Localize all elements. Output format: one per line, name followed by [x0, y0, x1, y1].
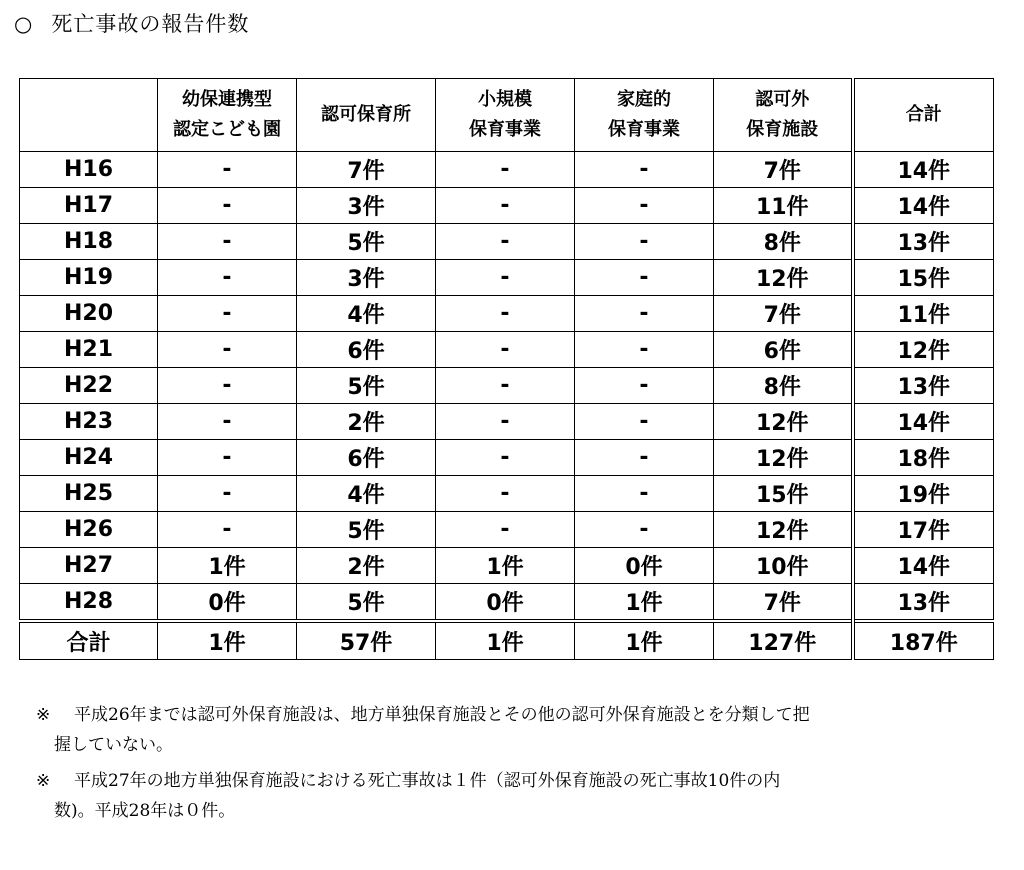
count-cell: -: [436, 152, 575, 188]
column-header-line: 認可保育所: [321, 104, 411, 125]
year-cell: H24: [20, 440, 158, 476]
count-cell: 15件: [853, 260, 994, 296]
year-cell: H25: [20, 476, 158, 512]
count-cell: -: [158, 260, 297, 296]
column-header-line: 幼保連携型: [182, 89, 272, 110]
count-cell: -: [575, 440, 714, 476]
note-text: 平成27年の地方単独保育施設における死亡事故は１件（認可外保育施設の死亡事故10件の内: [74, 771, 781, 791]
count-cell: 12件: [853, 332, 994, 368]
column-header-line: 合計: [905, 104, 942, 125]
count-cell: -: [436, 224, 575, 260]
column-header-line: 保育施設: [746, 119, 819, 140]
count-cell: 14件: [853, 548, 994, 584]
count-cell: 1件: [158, 548, 297, 584]
table-row: [20, 512, 994, 548]
table-row: [20, 332, 994, 368]
note-text-cont: 握していない。: [54, 735, 173, 755]
count-cell: 1件: [575, 584, 714, 622]
year-cell: H16: [20, 152, 158, 188]
count-cell: 12件: [714, 440, 853, 476]
count-cell: -: [575, 476, 714, 512]
total-row: [20, 621, 994, 660]
count-cell: -: [158, 224, 297, 260]
count-cell: 6件: [297, 440, 436, 476]
column-header: [714, 79, 853, 152]
count-cell: 17件: [853, 512, 994, 548]
count-cell: 14件: [853, 404, 994, 440]
total-count-cell: 1件: [436, 621, 575, 660]
count-cell: 19件: [853, 476, 994, 512]
column-header: [158, 79, 297, 152]
fatal-accident-table: [19, 78, 994, 660]
total-count-cell: 1件: [575, 621, 714, 660]
count-cell: -: [575, 260, 714, 296]
count-cell: -: [158, 404, 297, 440]
header-row: [20, 79, 994, 152]
count-cell: -: [575, 152, 714, 188]
total-label-cell: 合計: [20, 621, 158, 660]
column-header-line: 家庭的: [617, 89, 671, 110]
count-cell: 5件: [297, 368, 436, 404]
count-cell: 7件: [714, 584, 853, 622]
column-header: [297, 79, 436, 152]
count-cell: -: [575, 368, 714, 404]
count-cell: -: [158, 440, 297, 476]
count-cell: -: [575, 404, 714, 440]
column-header-line: 小規模: [478, 89, 532, 110]
table-row: [20, 152, 994, 188]
count-cell: -: [436, 512, 575, 548]
count-cell: 7件: [297, 152, 436, 188]
count-cell: 14件: [853, 188, 994, 224]
circle-mark: ○: [14, 12, 34, 36]
year-cell: H22: [20, 368, 158, 404]
count-cell: 5件: [297, 512, 436, 548]
table-row: [20, 296, 994, 332]
column-header: [436, 79, 575, 152]
notes: [36, 700, 986, 832]
count-cell: -: [158, 476, 297, 512]
count-cell: 10件: [714, 548, 853, 584]
year-cell: H28: [20, 584, 158, 622]
count-cell: 3件: [297, 188, 436, 224]
count-cell: 18件: [853, 440, 994, 476]
count-cell: 13件: [853, 368, 994, 404]
count-cell: 0件: [575, 548, 714, 584]
table-body: [20, 152, 994, 660]
count-cell: 11件: [853, 296, 994, 332]
note-mark: ※: [36, 705, 51, 725]
count-cell: -: [436, 332, 575, 368]
column-header-line: 認可外: [755, 89, 810, 110]
table-row: [20, 404, 994, 440]
count-cell: -: [436, 440, 575, 476]
table-row: [20, 368, 994, 404]
count-cell: -: [158, 152, 297, 188]
column-header-line: 保育事業: [469, 119, 541, 140]
count-cell: -: [436, 188, 575, 224]
count-cell: 0件: [158, 584, 297, 622]
count-cell: -: [575, 332, 714, 368]
count-cell: 13件: [853, 584, 994, 622]
year-cell: H17: [20, 188, 158, 224]
count-cell: 8件: [714, 224, 853, 260]
total-count-cell: 57件: [297, 621, 436, 660]
total-count-cell: 187件: [853, 621, 994, 660]
count-cell: -: [158, 512, 297, 548]
year-cell: H18: [20, 224, 158, 260]
table-row: [20, 224, 994, 260]
page-title: 死亡事故の報告件数: [51, 12, 250, 36]
note-text: 平成26年までは認可外保育施設は、地方単独保育施設とその他の認可外保育施設とを分類して把: [74, 705, 810, 725]
table-row: [20, 548, 994, 584]
count-cell: -: [436, 260, 575, 296]
table-row: [20, 260, 994, 296]
note-1: [36, 700, 986, 760]
year-cell: H26: [20, 512, 158, 548]
count-cell: 5件: [297, 584, 436, 622]
count-cell: 0件: [436, 584, 575, 622]
count-cell: -: [575, 188, 714, 224]
count-cell: -: [158, 332, 297, 368]
count-cell: 4件: [297, 476, 436, 512]
column-header-line: 認定こども園: [173, 119, 281, 140]
page-heading: [14, 8, 249, 38]
year-cell: H20: [20, 296, 158, 332]
year-cell: H21: [20, 332, 158, 368]
table-row: [20, 188, 994, 224]
count-cell: 15件: [714, 476, 853, 512]
count-cell: 2件: [297, 404, 436, 440]
table-row: [20, 584, 994, 622]
count-cell: 4件: [297, 296, 436, 332]
count-cell: 7件: [714, 296, 853, 332]
note-mark: ※: [36, 771, 51, 791]
count-cell: -: [575, 512, 714, 548]
count-cell: -: [436, 404, 575, 440]
count-cell: 1件: [436, 548, 575, 584]
count-cell: -: [436, 296, 575, 332]
count-cell: 14件: [853, 152, 994, 188]
column-header: [853, 79, 994, 152]
count-cell: 3件: [297, 260, 436, 296]
count-cell: 11件: [714, 188, 853, 224]
count-cell: 7件: [714, 152, 853, 188]
table-row: [20, 440, 994, 476]
column-header: [575, 79, 714, 152]
count-cell: -: [436, 368, 575, 404]
count-cell: 12件: [714, 404, 853, 440]
note-2: [36, 766, 986, 826]
count-cell: 6件: [297, 332, 436, 368]
count-cell: 6件: [714, 332, 853, 368]
count-cell: -: [436, 476, 575, 512]
count-cell: 12件: [714, 260, 853, 296]
count-cell: -: [158, 368, 297, 404]
note-text-cont: 数)。平成28年は０件。: [54, 801, 236, 821]
count-cell: -: [158, 296, 297, 332]
year-cell: H27: [20, 548, 158, 584]
count-cell: 8件: [714, 368, 853, 404]
table-row: [20, 476, 994, 512]
count-cell: -: [575, 224, 714, 260]
count-cell: 12件: [714, 512, 853, 548]
total-count-cell: 127件: [714, 621, 853, 660]
total-count-cell: 1件: [158, 621, 297, 660]
count-cell: 13件: [853, 224, 994, 260]
count-cell: -: [158, 188, 297, 224]
year-cell: H19: [20, 260, 158, 296]
year-cell: H23: [20, 404, 158, 440]
count-cell: -: [575, 296, 714, 332]
column-header-line: 保育事業: [608, 119, 680, 140]
header-corner-cell: [20, 79, 158, 152]
count-cell: 5件: [297, 224, 436, 260]
count-cell: 2件: [297, 548, 436, 584]
